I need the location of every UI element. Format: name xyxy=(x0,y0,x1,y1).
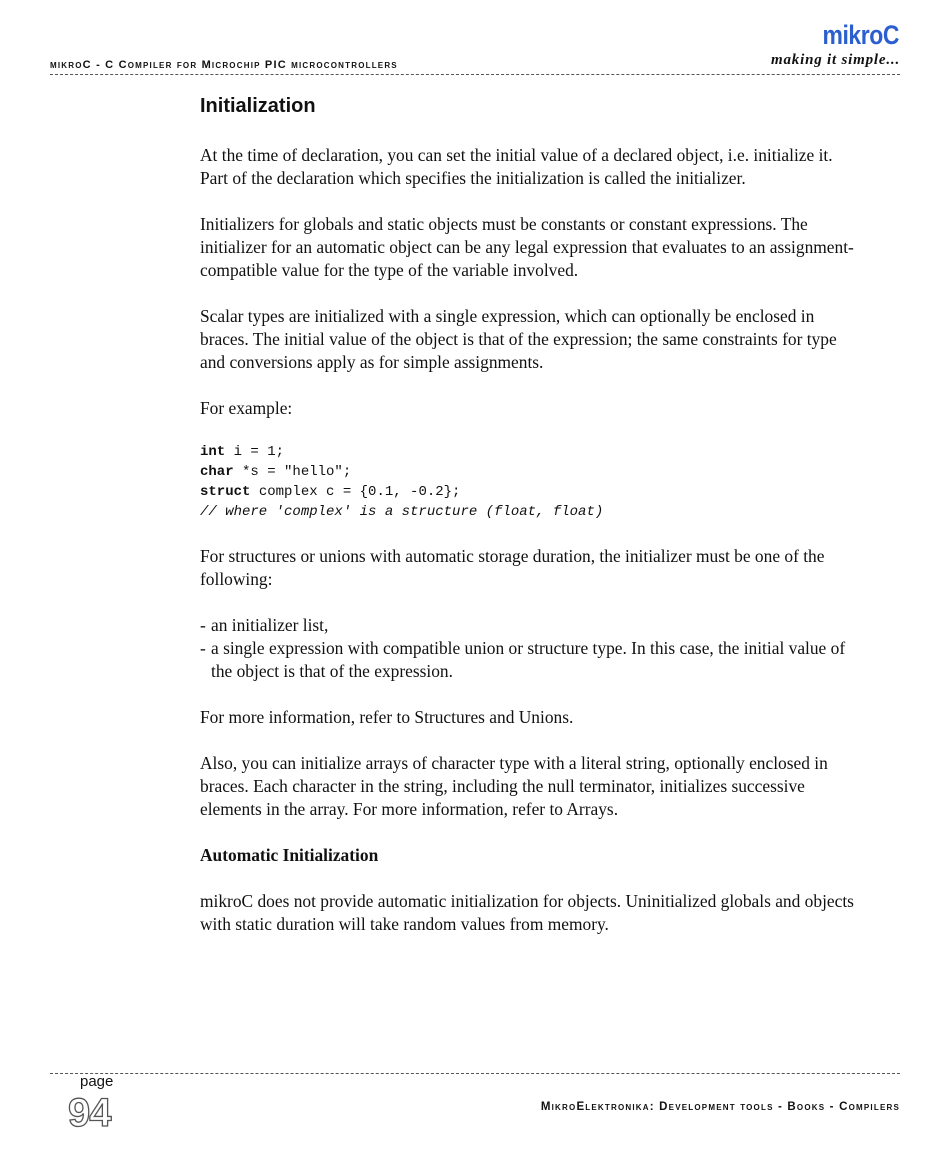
code-example xyxy=(200,442,860,522)
paragraph: mikroC does not provide automatic initialization for objects. Uninitialized globals and objects with static duration will take random values from memory. xyxy=(200,891,854,934)
list-item-text: a single expression with compatible union or structure type. In this case, the initial value of the object is that of the expression. xyxy=(211,638,846,681)
initializer-list xyxy=(200,614,860,683)
list-dash: - xyxy=(200,615,206,635)
paragraph: Initializers for globals and static objects must be constants or constant expressions. The initializer for an automatic object can be any legal expression that evaluates to an assignment-compatible value for the type of the variable involved. xyxy=(200,214,854,280)
page-content xyxy=(200,95,860,959)
paragraph: For more information, refer to Structures and Unions. xyxy=(200,707,574,727)
paragraph: At the time of declaration, you can set the initial value of a declared object, i.e. initialize it. Part of the declaration which specifies the initialization is called the initializer. xyxy=(200,145,833,188)
list-dash: - xyxy=(200,638,206,658)
list-item xyxy=(200,614,860,637)
list-item xyxy=(200,637,860,683)
code-comment: // where 'complex' is a structure (float, float) xyxy=(200,504,604,520)
brand-logo: mikroC xyxy=(822,20,899,50)
footer-text: MikroElektronika: Development tools - Books - Compilers xyxy=(540,1101,900,1113)
code-keyword: char xyxy=(200,464,234,480)
list-item-text: an initializer list, xyxy=(211,615,329,635)
paragraph: Scalar types are initialized with a single expression, which can optionally be enclosed in braces. The initial value of the object is that of the expression; the same constraints for type and conversions apply as for simple assignments. xyxy=(200,306,837,372)
code-keyword: int xyxy=(200,444,226,460)
code-keyword: struct xyxy=(200,484,251,500)
code-text: i = 1; xyxy=(225,444,285,460)
footer-divider xyxy=(50,1073,900,1074)
subheading: Automatic Initialization xyxy=(200,845,379,865)
header-title: mikroC - C Compiler for Microchip PIC microcontrollers xyxy=(50,59,398,71)
code-text: complex c = {0.1, -0.2}; xyxy=(250,484,461,500)
tagline: making it simple... xyxy=(771,52,900,68)
code-line xyxy=(200,482,860,502)
header-divider xyxy=(50,74,900,75)
code-line xyxy=(200,462,860,482)
code-text: *s = "hello"; xyxy=(233,464,352,480)
paragraph: For example: xyxy=(200,398,293,418)
page-number: 94 xyxy=(68,1091,111,1135)
paragraph: Also, you can initialize arrays of character type with a literal string, optionally enclosed in braces. Each character in the string, including the null terminator, initializes successive elements in the array. For more information, refer to Arrays. xyxy=(200,753,828,819)
code-line xyxy=(200,442,860,462)
page-label: page xyxy=(80,1073,114,1090)
paragraph: For structures or unions with automatic storage duration, the initializer must be one of the following: xyxy=(200,546,825,589)
section-heading: Initialization xyxy=(200,95,316,117)
